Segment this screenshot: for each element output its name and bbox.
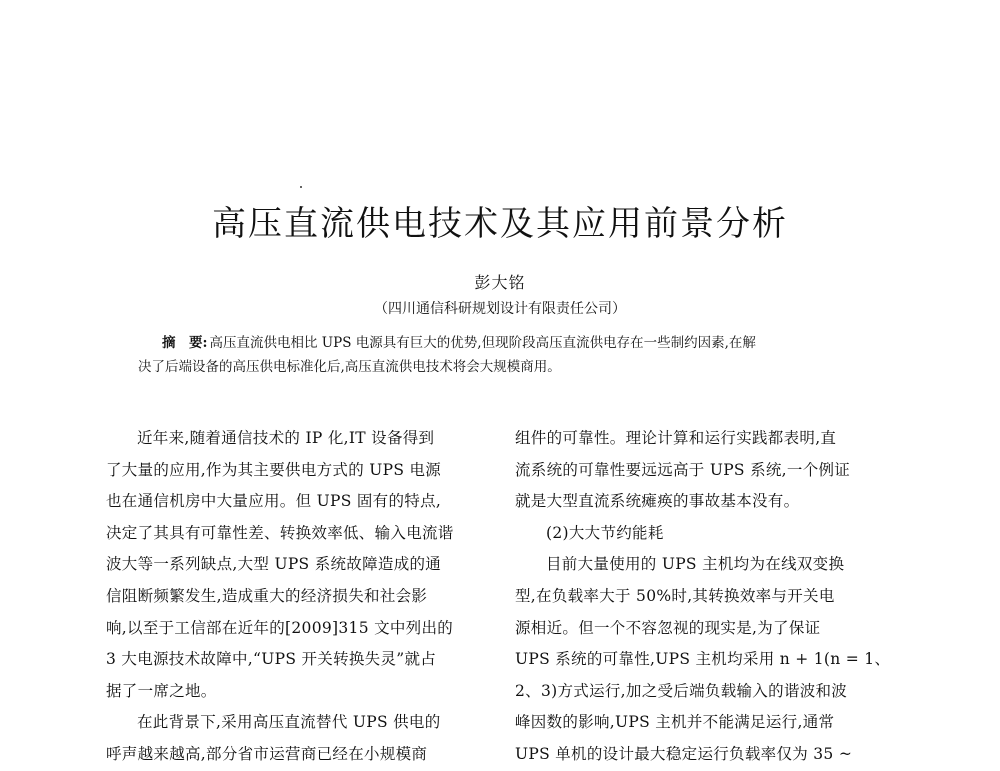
left-column xyxy=(106,423,468,771)
section-heading: (2)大大节约能耗 xyxy=(546,523,664,542)
paper-title: 高压直流供电技术及其应用前景分析 xyxy=(212,204,788,244)
left-line: 信阻断频繁发生,造成重大的经济损失和社会影 xyxy=(106,586,428,605)
scan-speck xyxy=(300,186,302,188)
right-line: 流系统的可靠性要远远高于 UPS 系统,一个例证 xyxy=(515,460,851,479)
abstract-label: 摘 要: xyxy=(162,335,208,351)
left-line: 波大等一系列缺点,大型 UPS 系统故障造成的通 xyxy=(106,555,442,574)
right-line: 型,在负载率大于 50%时,其转换效率与开关电 xyxy=(515,586,835,605)
abstract xyxy=(138,331,878,379)
left-line: 近年来,随着通信技术的 IP 化,IT 设备得到 xyxy=(137,429,435,447)
right-line: 目前大量使用的 UPS 主机均为在线双变换 xyxy=(546,555,845,574)
left-line: 了大量的应用,作为其主要供电方式的 UPS 电源 xyxy=(106,460,442,479)
right-column xyxy=(515,423,891,771)
left-line: 决定了其具有可靠性差、转换效率低、输入电流谐 xyxy=(106,523,454,542)
abstract-line-1 xyxy=(138,331,878,355)
left-line: 响,以至于工信部在近年的[2009]315 文中列出的 xyxy=(106,618,454,637)
left-line: 也在通信机房中大量应用。但 UPS 固有的特点, xyxy=(106,492,442,511)
right-line: 2、3)方式运行,加之受后端负载输入的谐波和波 xyxy=(515,681,848,700)
author-affiliation: （四川通信科研规划设计有限责任公司） xyxy=(374,301,626,317)
right-line: UPS 系统的可靠性,UPS 主机均采用 n + 1(n = 1、 xyxy=(515,650,891,669)
left-line: 据了一席之地。 xyxy=(106,681,217,700)
author-name: 彭大铭 xyxy=(474,273,526,292)
left-line: 3 大电源技术故障中,“UPS 开关转换失灵”就占 xyxy=(106,650,437,669)
abstract-text-1: 高压直流供电相比 UPS 电源具有巨大的优势,但现阶段高压直流供电存在一些制约因素,在解 xyxy=(209,335,756,351)
abstract-line-2: 决了后端设备的高压供电标准化后,高压直流供电技术将会大规模商用。 xyxy=(138,359,561,375)
right-line: 峰因数的影响,UPS 主机并不能满足运行,通常 xyxy=(515,713,835,732)
right-line: 就是大型直流系统瘫痪的事故基本没有。 xyxy=(515,492,800,511)
right-line: 组件的可靠性。理论计算和运行实践都表明,直 xyxy=(515,429,837,447)
right-line: UPS 单机的设计最大稳定运行负载率仅为 35 ~ xyxy=(515,744,853,763)
left-line: 在此背景下,采用高压直流替代 UPS 供电的 xyxy=(137,713,441,732)
right-line: 源相近。但一个不容忽视的现实是,为了保证 xyxy=(515,618,821,637)
left-line: 呼声越来越高,部分省市运营商已经在小规模商 xyxy=(106,744,428,763)
